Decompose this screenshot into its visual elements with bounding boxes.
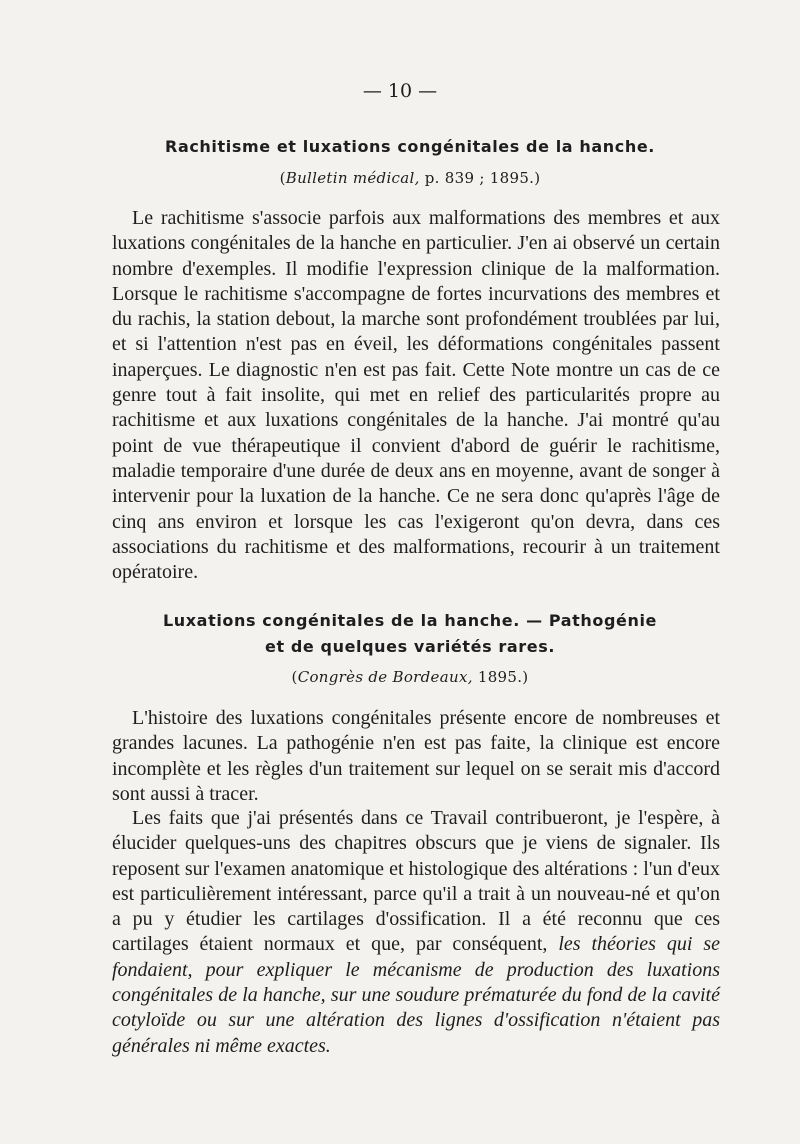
section-2-title-line-2: et de quelques variétés rares. bbox=[265, 637, 555, 656]
section-2-title bbox=[60, 608, 760, 660]
paragraph-italic-text: les théories qui se fondaient, pour expliquer le mécanisme de production des luxations congénitales de la hanche, sur une soudure prématurée du fond de la cavité cotyloïde ou sur une altération des lignes d'ossification n'étaient pas générales ni même exactes. bbox=[112, 933, 720, 1057]
page-number: — 10 — bbox=[362, 80, 438, 102]
source-journal: Bulletin médical, bbox=[285, 169, 420, 187]
source-details: p. 839 ; 1895.) bbox=[419, 169, 541, 187]
source-details: 1895.) bbox=[472, 668, 529, 686]
section-1-paragraph: Le rachitisme s'associe parfois aux malformations des membres et aux luxations congénitales de la hanche en particulier. J'en ai observé un certain nombre d'exemples. Il modifie l'expression clinique de la malformation. Lorsque le rachitisme s'accompagne de fortes incurvations des membres et du rachis, la station debout, la marche sont profondément troublées par lui, et si l'attention n'est pas en éveil, les déformations congénitales passent inaperçues. Le diagnostic n'en est pas fait. Cette Note montre un cas de ce genre tout à fait insolite, qui met en relief des particularités propre au rachitisme et aux luxations congénitales de la hanche. J'ai montré qu'au point de vue thérapeutique il convient d'abord de guérir le rachitisme, maladie temporaire d'une durée de deux ans en moyenne, avant de songer à intervenir pour la luxation de la hanche. Ce ne sera donc qu'après l'âge de cinq ans environ et lorsque les cas l'exigeront qu'on devra, dans ces associations du rachitisme et des malformations, recourir à un traitement opératoire. bbox=[112, 207, 720, 584]
section-2-paragraph-1: L'histoire des luxations congénitales présente encore de nombreuses et grandes lacunes. La pathogénie n'en est pas faite, la clinique est encore incomplète et les règles d'un traitement sur lequel on se serait mis d'accord sont aussi à tracer. bbox=[112, 707, 720, 805]
section-2-paragraph-2 bbox=[112, 806, 720, 1059]
section-1-source bbox=[80, 169, 740, 187]
source-open-paren: ( bbox=[291, 668, 298, 686]
source-journal: Congrès de Bordeaux, bbox=[297, 668, 473, 686]
section-1-title: Rachitisme et luxations congénitales de la hanche. bbox=[165, 137, 655, 156]
section-2-title-line-1: Luxations congénitales de la hanche. — Pathogénie bbox=[162, 611, 658, 630]
paragraph-plain-text: Les faits que j'ai présentés dans ce Travail contribueront, je l'espère, à élucider quelques-uns des chapitres obscurs que je viens de signaler. Ils reposent sur l'examen anatomique et histologique des altérations : l'un d'eux est particulièrement intéressant, parce qu'il a trait à un nouveau-né et qu'on a pu y étudier les cartilages d'ossification. Il a été reconnu que ces cartilages étaient normaux et que, par conséquent, bbox=[112, 807, 720, 956]
section-2-source bbox=[80, 668, 740, 686]
source-open-paren: ( bbox=[279, 169, 286, 187]
